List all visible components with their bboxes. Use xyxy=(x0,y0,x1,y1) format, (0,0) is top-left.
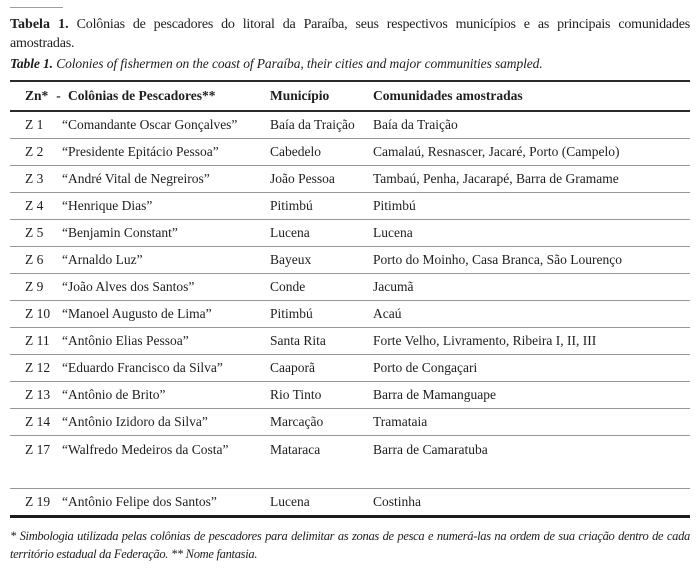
cell-colonia: “Presidente Epitácio Pessoa” xyxy=(62,139,270,166)
cell-municipio: Lucena xyxy=(270,489,373,517)
cell-colonia: “André Vital de Negreiros” xyxy=(62,166,270,193)
cell-municipio: Rio Tinto xyxy=(270,382,373,409)
cell-zn: Z 6 xyxy=(10,247,62,274)
caption-pt-text: Colônias de pescadores do litoral da Paraíba, seus respectivos municípios e as principais comunidades amostradas. xyxy=(10,17,690,51)
cell-zn: Z 17 xyxy=(10,436,62,489)
header-zn-label: Zn* xyxy=(25,88,49,103)
table-row xyxy=(10,436,690,489)
cell-comunidades: Pitimbú xyxy=(373,193,690,220)
cell-comunidades: Barra de Camaratuba xyxy=(373,436,690,489)
cell-municipio: Marcação xyxy=(270,409,373,436)
cell-comunidades: Tambaú, Penha, Jacarapé, Barra de Gramame xyxy=(373,166,690,193)
cell-municipio: Pitimbú xyxy=(270,301,373,328)
cell-colonia: “Arnaldo Luz” xyxy=(62,247,270,274)
cell-zn: Z 11 xyxy=(10,328,62,355)
cell-colonia: “Manoel Augusto de Lima” xyxy=(62,301,270,328)
table-row xyxy=(10,489,690,517)
cell-comunidades: Lucena xyxy=(373,220,690,247)
cell-comunidades: Porto de Congaçari xyxy=(373,355,690,382)
caption-en-label: Table 1. xyxy=(10,56,53,71)
cell-colonia: “Antônio Felipe dos Santos” xyxy=(62,489,270,517)
cell-colonia: “Comandante Oscar Gonçalves” xyxy=(62,111,270,139)
cell-comunidades: Barra de Mamanguape xyxy=(373,382,690,409)
header-dash: - xyxy=(56,88,61,103)
cell-municipio: Mataraca xyxy=(270,436,373,489)
table-row xyxy=(10,247,690,274)
cell-colonia: “Antônio de Brito” xyxy=(62,382,270,409)
table-row xyxy=(10,355,690,382)
table-row xyxy=(10,409,690,436)
cell-zn: Z 19 xyxy=(10,489,62,517)
cell-zn: Z 5 xyxy=(10,220,62,247)
cell-zn: Z 12 xyxy=(10,355,62,382)
cell-colonia: “Eduardo Francisco da Silva” xyxy=(62,355,270,382)
table-row xyxy=(10,220,690,247)
cell-comunidades: Acaú xyxy=(373,301,690,328)
cell-municipio: Bayeux xyxy=(270,247,373,274)
cell-colonia: “Henrique Dias” xyxy=(62,193,270,220)
caption-en-text: Colonies of fishermen on the coast of Paraíba, their cities and major communities sampled. xyxy=(52,56,543,71)
header-zn-group xyxy=(10,88,270,104)
cell-zn: Z 13 xyxy=(10,382,62,409)
table-row xyxy=(10,274,690,301)
table-row xyxy=(10,111,690,139)
cell-municipio: João Pessoa xyxy=(270,166,373,193)
cell-colonia: “Antônio Izidoro da Silva” xyxy=(62,409,270,436)
cell-zn: Z 3 xyxy=(10,166,62,193)
cell-colonia: “Benjamin Constant” xyxy=(62,220,270,247)
header-zn-colonias xyxy=(10,81,270,111)
cell-colonia: “João Alves dos Santos” xyxy=(62,274,270,301)
cell-comunidades: Forte Velho, Livramento, Ribeira I, II, III xyxy=(373,328,690,355)
cell-municipio: Cabedelo xyxy=(270,139,373,166)
cell-zn: Z 9 xyxy=(10,274,62,301)
page xyxy=(0,7,700,563)
table-row xyxy=(10,166,690,193)
table-row xyxy=(10,139,690,166)
cell-zn: Z 1 xyxy=(10,111,62,139)
cell-municipio: Santa Rita xyxy=(270,328,373,355)
cell-municipio: Pitimbú xyxy=(270,193,373,220)
table-header-row xyxy=(10,81,690,111)
cell-colonia: “Walfredo Medeiros da Costa” xyxy=(62,436,270,489)
cell-colonia: “Antônio Elias Pessoa” xyxy=(62,328,270,355)
cell-zn: Z 4 xyxy=(10,193,62,220)
table-caption-english xyxy=(10,55,690,72)
footnote-text: * Simbologia utilizada pelas colônias de pescadores para delimitar as zonas de pesca e numerá-las na ordem de sua criação dentro de cada território estadual da Federação. ** Nome fantasia. xyxy=(10,529,690,561)
cell-comunidades: Baía da Traição xyxy=(373,111,690,139)
cell-comunidades: Camalaú, Resnascer, Jacaré, Porto (Campelo) xyxy=(373,139,690,166)
cell-zn: Z 10 xyxy=(10,301,62,328)
table-caption-portuguese xyxy=(10,16,690,53)
cell-comunidades: Porto do Moinho, Casa Branca, São Lourenço xyxy=(373,247,690,274)
cell-municipio: Lucena xyxy=(270,220,373,247)
table-footnote xyxy=(10,528,690,563)
table-row xyxy=(10,328,690,355)
colonies-table xyxy=(10,80,690,518)
header-comunidades: Comunidades amostradas xyxy=(373,81,690,111)
header-colonias-label: Colônias de Pescadores** xyxy=(68,88,216,103)
header-municipio: Município xyxy=(270,81,373,111)
cell-zn: Z 14 xyxy=(10,409,62,436)
table-row xyxy=(10,301,690,328)
cell-comunidades: Jacumã xyxy=(373,274,690,301)
caption-pt-label: Tabela 1. xyxy=(10,17,69,32)
cell-municipio: Baía da Traição xyxy=(270,111,373,139)
cell-zn: Z 2 xyxy=(10,139,62,166)
table-row xyxy=(10,382,690,409)
cell-municipio: Caaporã xyxy=(270,355,373,382)
cell-comunidades: Tramataia xyxy=(373,409,690,436)
cell-comunidades: Costinha xyxy=(373,489,690,517)
table-row xyxy=(10,193,690,220)
cell-municipio: Conde xyxy=(270,274,373,301)
caption-top-rule xyxy=(10,7,63,8)
